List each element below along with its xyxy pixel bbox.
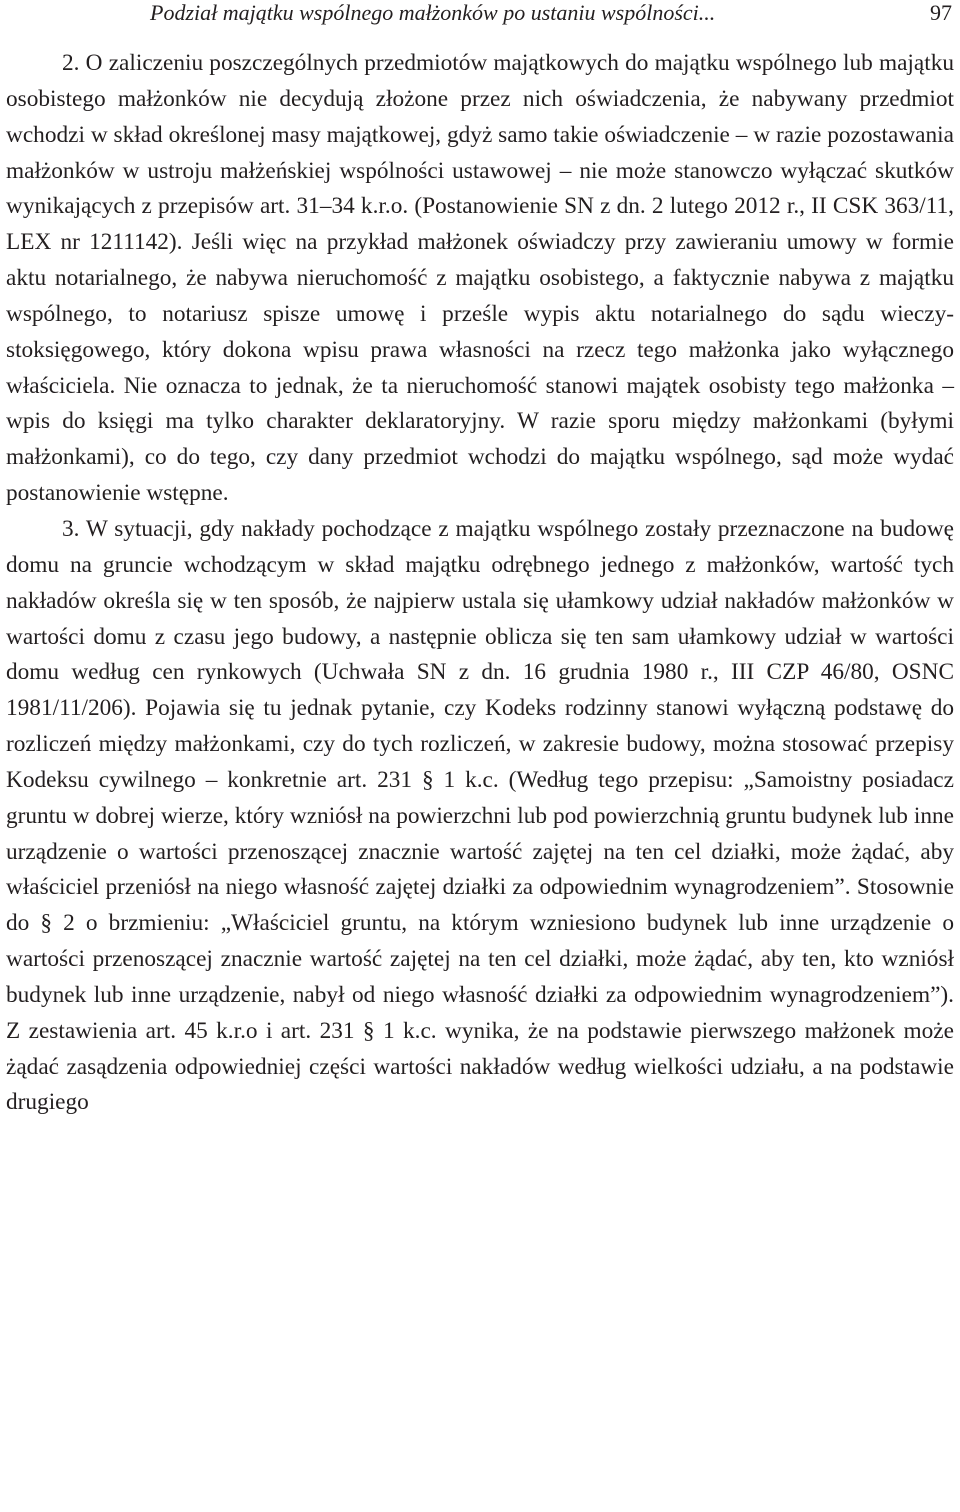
running-title: Podział majątku wspólnego małżonków po ustaniu wspólności... <box>150 0 716 25</box>
page-number: 97 <box>930 0 952 25</box>
running-header <box>150 0 952 30</box>
paragraph-2: 2. O zaliczeniu poszczególnych przedmiotów majątkowych do majątku wspólnego lub majątku osobistego małżonków nie decydują złożone przez nich oświadczenia, że nabywany przedmiot wchodzi w skład określonej masy majątkowej, gdyż samo takie oświadczenie – w razie pozostawania małżonków w ustroju małżeńskiej wspólności ustawowej – nie może stanowczo wyłączać skutków wynikających z przepisów art. 31–34 k.r.o. (Postanowienie SN z dn. 2 lutego 2012 r., II CSK 363/11, LEX nr 1211142). Jeśli więc na przykład małżonek oświadczy przy zawieraniu umowy w formie aktu notarialnego, że nabywa nieruchomość z majątku osobistego, a faktycznie nabywa z majątku wspólnego, to notariusz spisze umowę i prześle wypis aktu notarialnego do sądu wieczystoksięgowego, który dokona wpisu prawa własności na rzecz tego małżonka jako wyłącznego właściciela. Nie oznacza to jednak, że ta nieruchomość stanowi majątek osobisty tego małżonka – wpis do księgi ma tylko charakter deklaratoryjny. W razie sporu między małżonkami (byłymi małżonkami), co do tego, czy dany przedmiot wchodzi do majątku wspólnego, sąd może wydać postanowienie wstępne. <box>6 50 954 507</box>
body-text <box>6 46 954 1121</box>
paragraph-3: 3. W sytuacji, gdy nakłady pochodzące z majątku wspólnego zostały przeznaczone na budowę domu na gruncie wchodzącym w skład majątku odrębnego jednego z małżonków, wartość tych nakładów określa się w ten sposób, że najpierw ustala się ułamkowy udział nakładów małżonków w wartości domu z czasu jego budowy, a następnie oblicza się ten sam ułamkowy udział w wartości domu według cen rynkowych (Uchwała SN z dn. 16 grudnia 1980 r., III CZP 46/80, OSNC 1981/11/206). Pojawia się tu jednak pytanie, czy Kodeks rodzinny stanowi wyłączną podstawę do rozliczeń między małżonkami, czy do tych rozliczeń, w zakresie budowy, można stosować przepisy Kodeksu cywilnego – konkretnie art. 231 § 1 k.c. (Według tego przepisu: „Samoistny posiadacz gruntu w dobrej wierze, który wzniósł na powierzchni lub pod powierzchnią gruntu budynek lub inne urządzenie o wartości przenoszącej znacznie wartość zajętej na ten cel działki, może żądać, aby właściciel przeniósł na niego własność zajętej działki za odpowiednim wynagrodzeniem”. Stosownie do § 2 o brzmieniu: „Właściciel gruntu, na którym wzniesiono budynek lub inne urządzenie o wartości przenoszącej znacznie wartość zajętej na ten cel działki, może żądać, aby ten, kto wzniósł budynek lub inne urządzenie, nabył od niego własność działki za odpowiednim wynagrodzeniem”). Z zestawienia art. 45 k.r.o i art. 231 § 1 k.c. wynika, że na podstawie pierwszego małżonek może żądać zasądzenia odpowiedniej części wartości nakładów według wielkości udziału, a na podstawie drugiego <box>6 515 954 1116</box>
